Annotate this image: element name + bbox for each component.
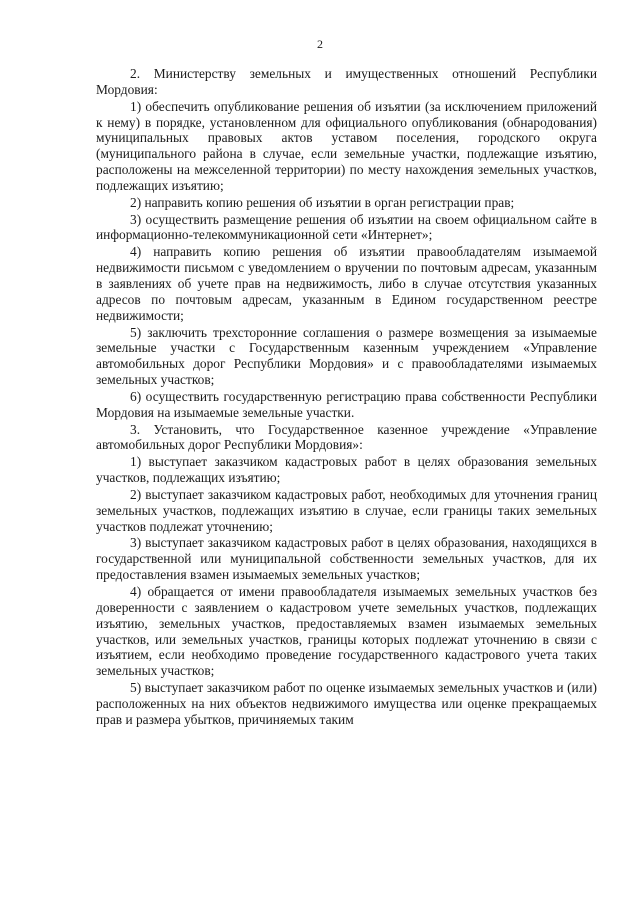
paragraph-replacement-plots: 3) выступает заказчиком кадастровых работ в целях образования, находящихся в государственной или муниципальной собственности земельных участков, для их предоставления взамен изымаемых земельных участков;	[96, 535, 597, 583]
paragraph-notify-owners: 4) направить копию решения об изъятии правообладателям изымаемой недвижимости письмом с уведомлением о вручении по почтовым адресам, указанным в заявлениях об учете прав на недвижимость, либо в случае отсутствия указанных адресов по почтовым адресам, указанным в Едином государственном реестре недвижимости;	[96, 244, 597, 323]
paragraph-cadastral-formation: 1) выступает заказчиком кадастровых работ в целях образования земельных участков, подлежащих изъятию;	[96, 454, 597, 486]
paragraph-state-registration: 6) осуществить государственную регистрацию права собственности Республики Мордовия на изымаемые земельные участки.	[96, 388, 597, 420]
paragraph-cadastral-registration: 4) обращается от имени правообладателя изымаемых земельных участков без доверенности с заявлением о кадастровом учете земельных участков, подлежащих изъятию, земельных участков, предоставляемых взамен изымаемых земельных участков, или земельных участков, границы которых подлежат уточнению в связи с изъятием, если необходимо проведение государственного кадастрового учета таких земельных участков;	[96, 584, 597, 679]
paragraph-valuation-works: 5) выступает заказчиком работ по оценке изымаемых земельных участков и (или) расположенных на них объектов недвижимого имущества или оценке прекращаемых прав и размера убытков, причиняемых таким	[96, 680, 597, 727]
paragraph-boundary-clarification: 2) выступает заказчиком кадастровых работ, необходимых для уточнения границ земельных участков, подлежащих изъятию в случае, если границы таких земельных участков подлежат уточнению;	[96, 486, 597, 534]
paragraph-send-copy-registry: 2) направить копию решения об изъятии в орган регистрации прав;	[130, 194, 515, 210]
paragraph-publish-decision: 1) обеспечить опубликование решения об изъятии (за исключением приложений к нему) в порядке, установленном для официального опубликования (обнародования) муниципальных правовых актов уставом поселения, городского округа (муниципального района в случае, если земельные участки, подлежащие изъятию, расположены на межселенной территории) по месту нахождения земельных участков, подлежащих изъятию;	[96, 98, 597, 193]
paragraph-compensation-agreements: 5) заключить трехсторонние соглашения о размере возмещения за изымаемые земельные участки с Государственным казенным учреждением «Управление автомобильных дорог Республики Мордовия» и с правообладателями изымаемых земельных участков;	[96, 324, 597, 388]
page-number: 2	[317, 37, 323, 51]
paragraph-ministry-heading: 2. Министерству земельных и имущественных отношений Республики Мордовия:	[96, 66, 597, 97]
paragraph-post-online: 3) осуществить размещение решения об изъятии на своем официальном сайте в информационно-телекоммуникационной сети «Интернет»;	[96, 211, 597, 243]
paragraph-agency-heading: 3. Установить, что Государственное казенное учреждение «Управление автомобильных дорог Республики Мордовия»:	[96, 421, 597, 453]
document-body	[96, 66, 597, 728]
